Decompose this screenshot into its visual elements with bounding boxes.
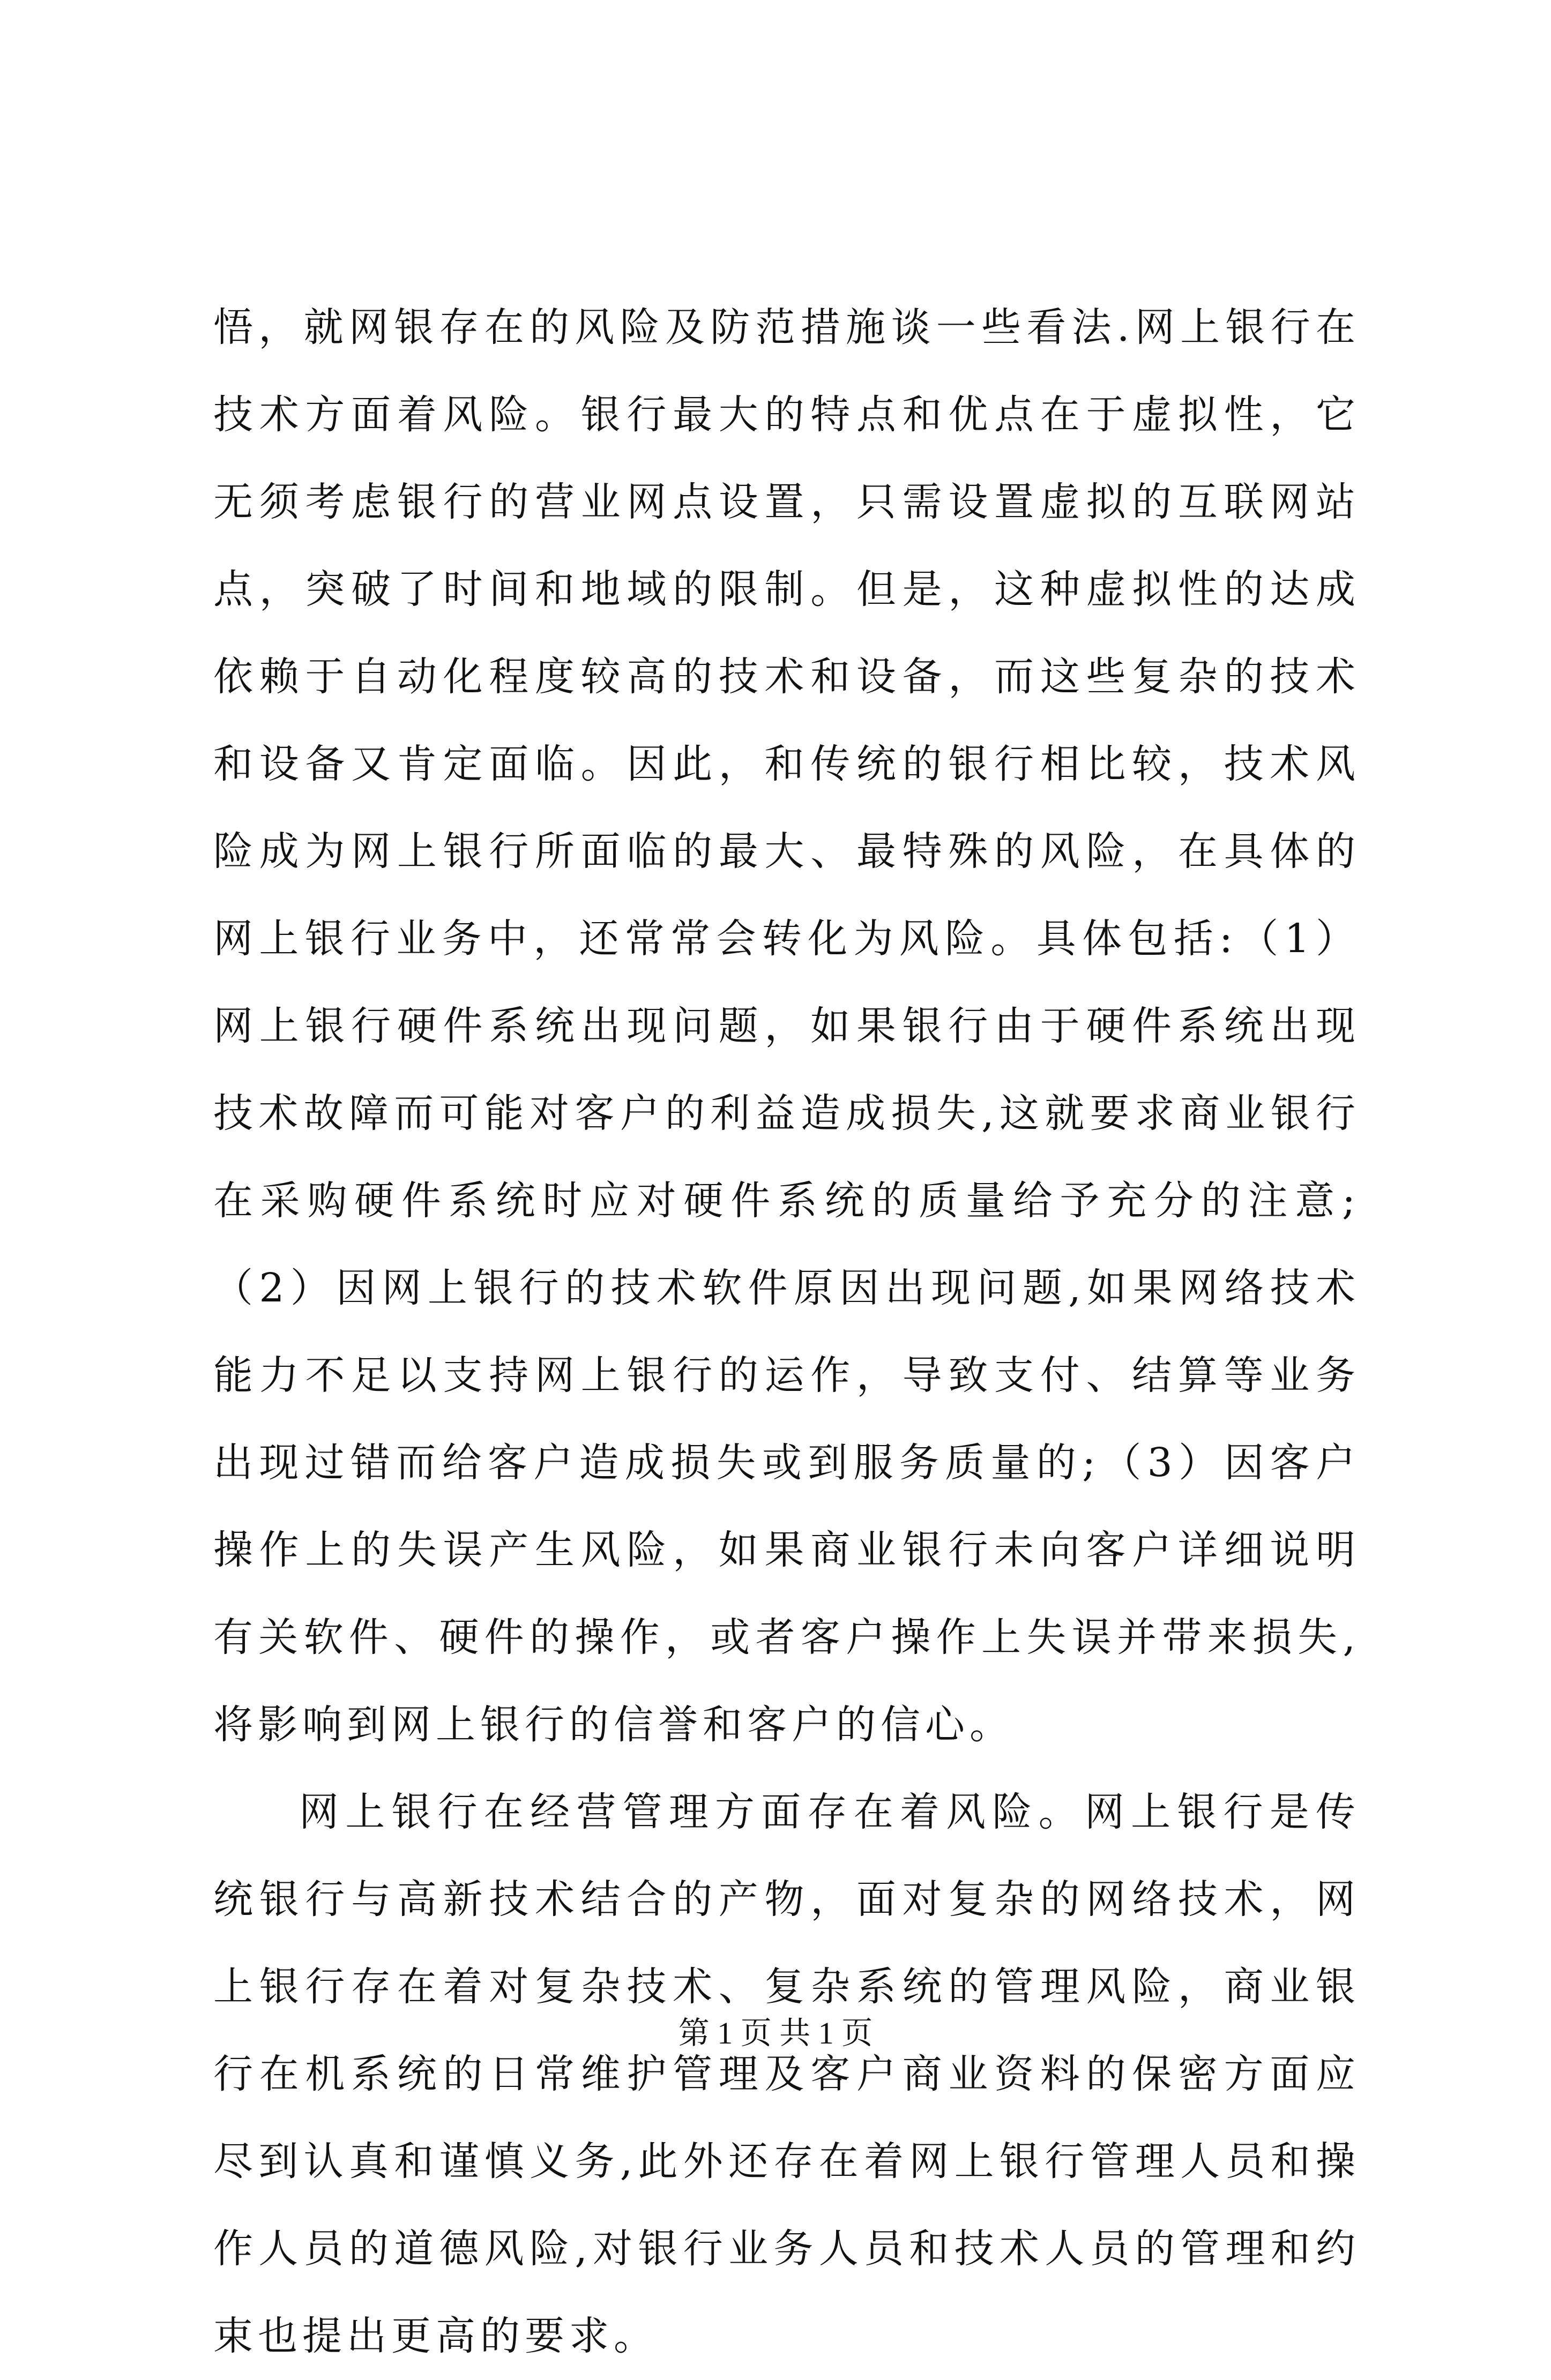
- paragraph-management-risk: 网上银行在经营管理方面存在着风险。网上银行是传统银行与高新技术结合的产物，面对复杂的网络技术，网上银行存在着对复杂技术、复杂系统的管理风险，商业银行在机系统的日常维护管理及客户商业资料的保密方面应尽到认真和谨慎义务,此外还存在着网上银行管理人员和操作人员的道德风险,对银行业务人员和技术人员的管理和约束也提出更高的要求。: [213, 1789, 1360, 2359]
- page-footer: 第 1 页 共 1 页: [678, 2016, 873, 2050]
- document-body: [213, 284, 1360, 2380]
- paragraph-technical-risk: 悟，就网银存在的风险及防范措施谈一些看法.网上银行在技术方面着风险。银行最大的特点和优点在于虚拟性，它无须考虑银行的营业网点设置，只需设置虚拟的互联网站点，突破了时间和地域的限制。但是，这种虚拟性的达成依赖于自动化程度较高的技术和设备，而这些复杂的技术和设备又肯定面临。因此，和传统的银行相比较，技术风险成为网上银行所面临的最大、最特殊的风险，在具体的网上银行业务中，还常常会转化为风险。具体包括:（1）网上银行硬件系统出现问题，如果银行由于硬件系统出现技术故障而可能对客户的利益造成损失,这就要求商业银行在采购硬件系统时应对硬件系统的质量给予充分的注意;（2）因网上银行的技术软件原因出现问题,如果网络技术能力不足以支持网上银行的运作，导致支付、结算等业务出现过错而给客户造成损失或到服务质量的;（3）因客户操作上的失误产生风险，如果商业银行未向客户详细说明有关软件、硬件的操作，或者客户操作上失误并带来损失,将影响到网上银行的信誉和客户的信心。: [213, 304, 1360, 1748]
